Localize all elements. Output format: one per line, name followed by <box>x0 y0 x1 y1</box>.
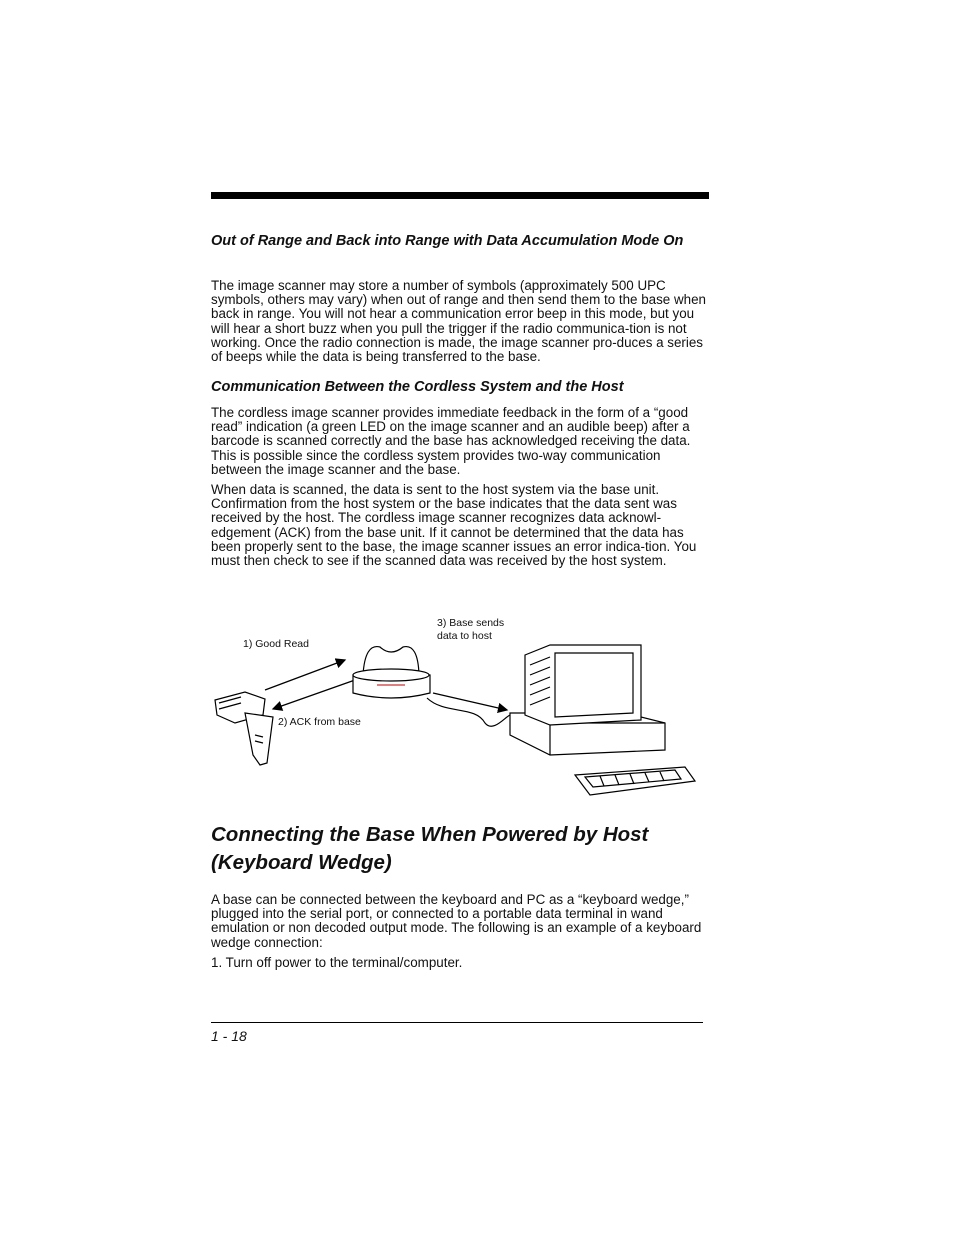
scanner-icon <box>215 692 273 765</box>
top-rule <box>211 192 709 199</box>
heading-line-1: Connecting the Base When Powered by Host <box>211 823 649 846</box>
label-base-sends-line2: data to host <box>437 630 492 642</box>
keyboard-icon <box>575 767 695 795</box>
footer-rule <box>211 1022 703 1023</box>
step-1: 1. Turn off power to the terminal/computer. <box>211 955 463 970</box>
section-heading-communication: Communication Between the Cordless System and the Host <box>211 379 624 395</box>
section-heading-keyboard-wedge <box>211 821 706 877</box>
label-good-read: 1) Good Read <box>243 638 309 650</box>
page-number: 1 - 18 <box>211 1028 247 1044</box>
cable <box>427 698 510 726</box>
good-read-arrow <box>265 660 345 690</box>
paragraph-keyboard-wedge: A base can be connected between the keyboard and PC as a “keyboard wedge,” plugged into the serial port, or connected to a portable data terminal in wand emulation or non decoded output mode. The following is an example of a keyboard wedge connection: <box>211 892 702 950</box>
ack-arrow <box>273 680 355 709</box>
label-ack-from-base: 2) ACK from base <box>278 716 361 728</box>
cordless-system-diagram <box>205 605 705 805</box>
base-icon <box>353 647 430 698</box>
paragraph-out-of-range: The image scanner may store a number of symbols (approximately 500 UPC symbols, others may vary) when out of range and then send them to the base when back in range. You will not hear a communication error beep in this mode, but you will hear a short buzz when you pull the trigger if the radio communica-tion is not working. Once the radio connection is made, the image scanner pro-duces a series of beeps while the data is being transferred to the base. <box>211 278 706 365</box>
heading-line-2: (Keyboard Wedge) <box>211 851 392 874</box>
computer-icon <box>510 645 665 755</box>
section-heading-out-of-range: Out of Range and Back into Range with Data Accumulation Mode On <box>211 233 684 249</box>
paragraph-data-sent: When data is scanned, the data is sent to the host system via the base unit. Confirmation from the host system or the base indicates that the data sent was received by the host. The cordless image scanner recognizes data acknowl-edgement (ACK) from the base unit. If it cannot be determined that the data has been properly sent to the base, the image scanner issues an error indica-tion. You must then check to see if the scanned data was received by the host system. <box>211 482 697 569</box>
label-base-sends-line1: 3) Base sends <box>437 617 505 629</box>
paragraph-feedback: The cordless image scanner provides immediate feedback in the form of a “good read” indication (a green LED on the image scanner and an audible beep) after a barcode is scanned correctly and the base has acknowledged receiving the data. This is possible since the cordless system provides two-way communication between the image scanner and the base. <box>211 405 691 477</box>
